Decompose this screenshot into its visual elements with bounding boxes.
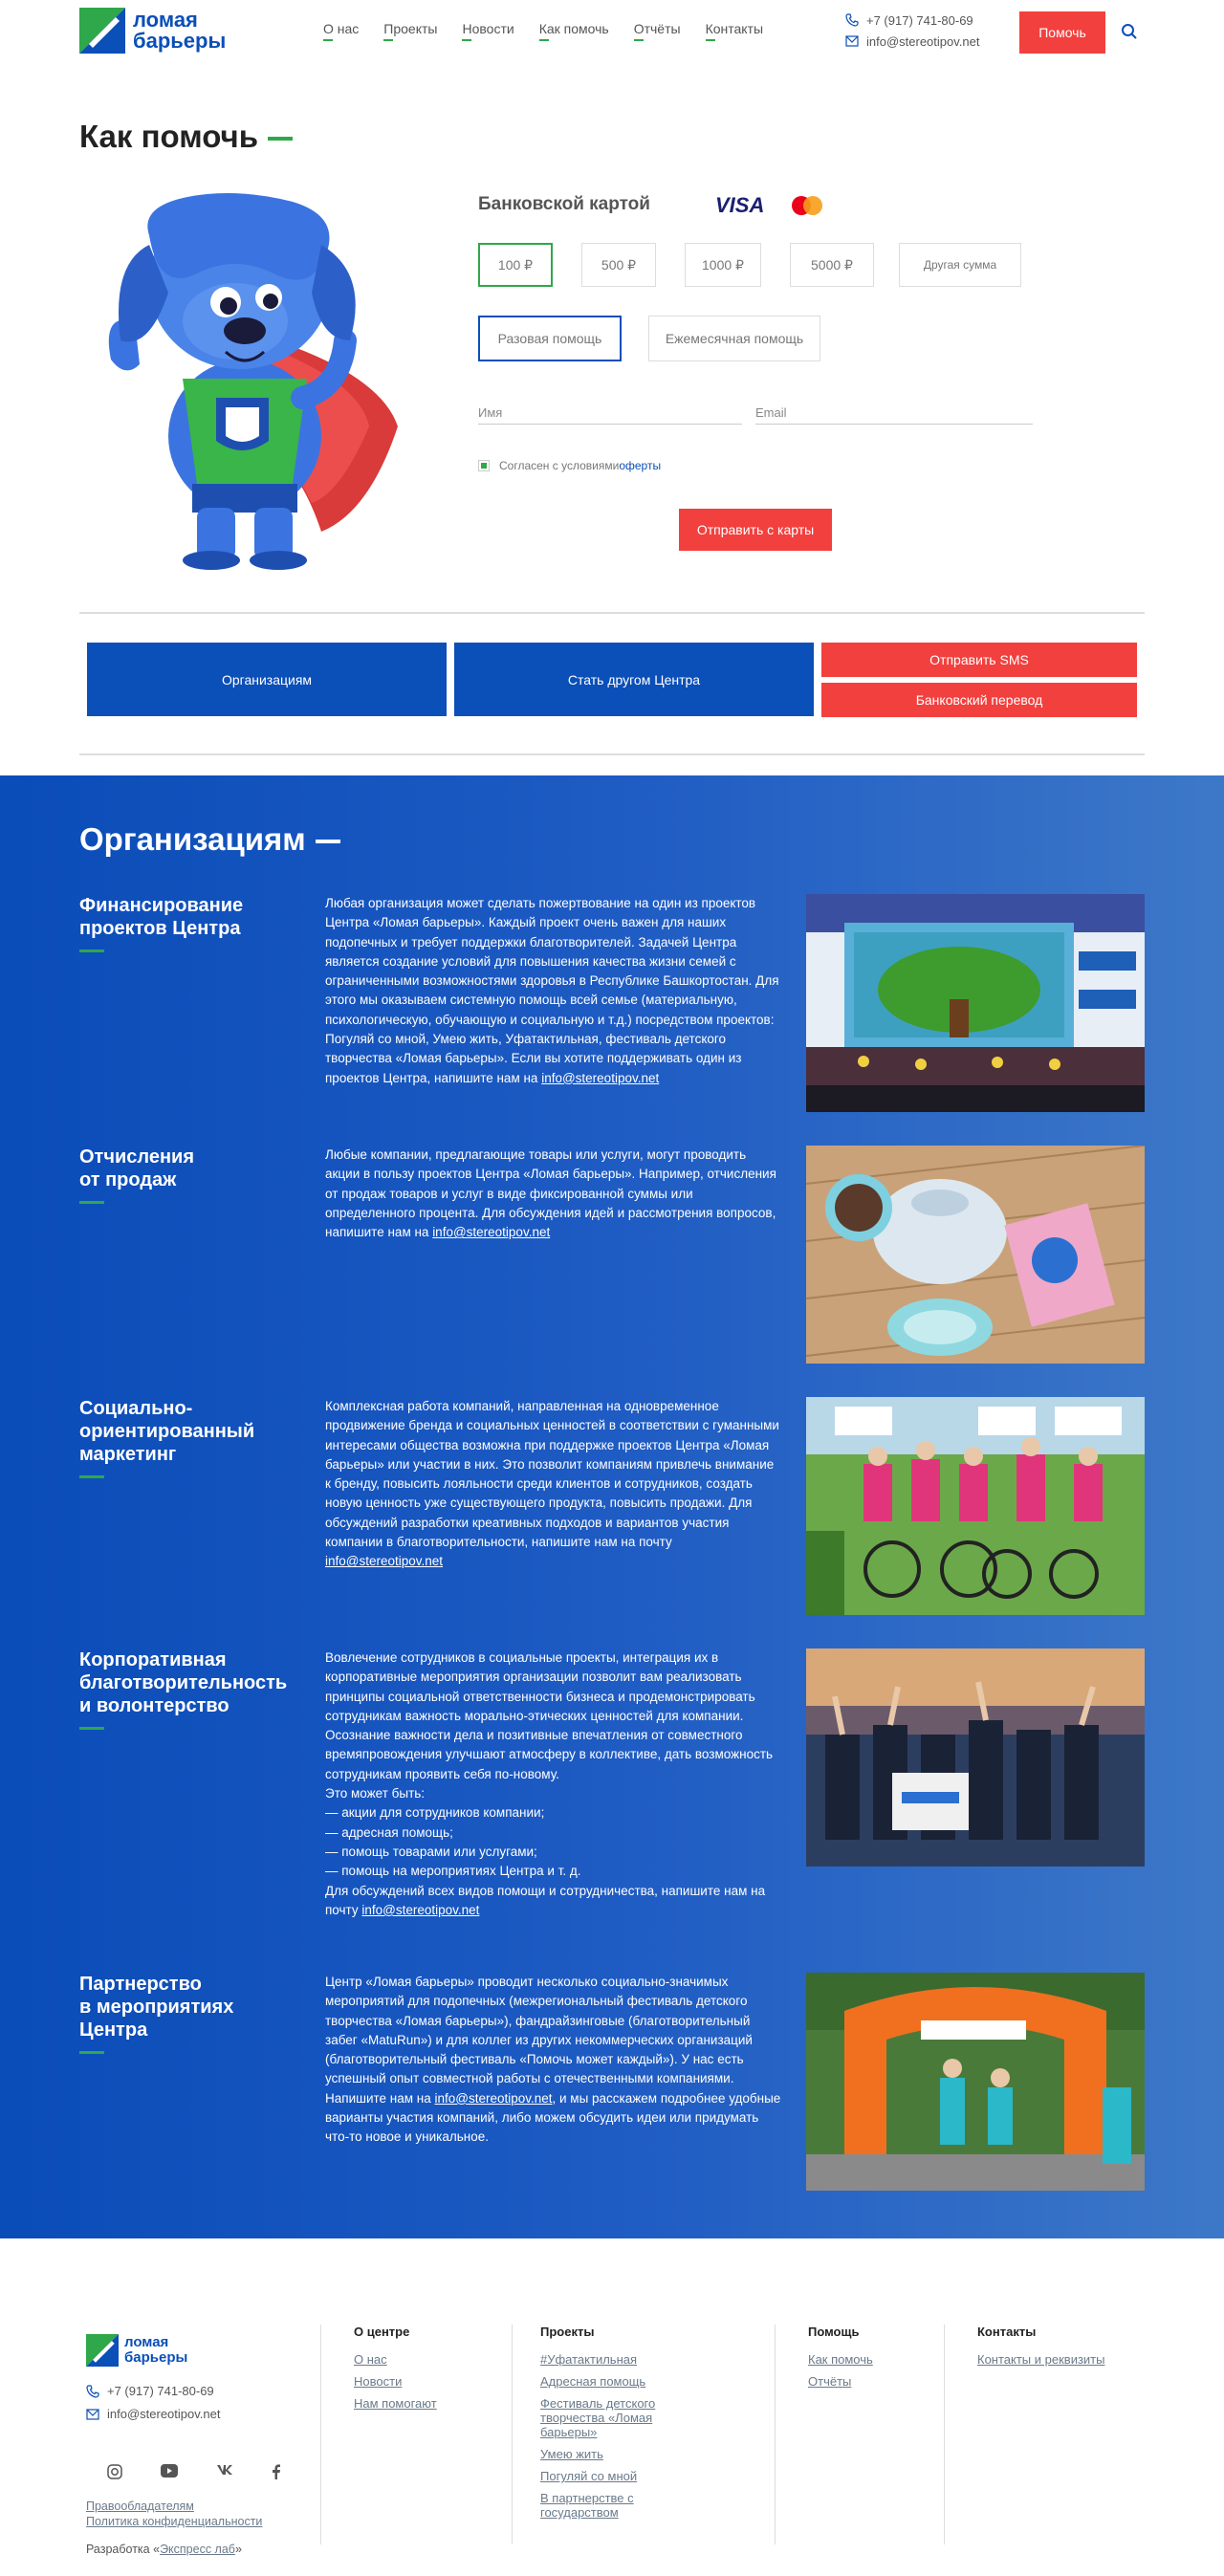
header-phone[interactable]	[845, 10, 979, 31]
nav-how-to-help[interactable]: Как помочь	[539, 21, 609, 41]
block-text: Комплексная работа компаний, направленная на одновременное продвижение бренда и социальных ценностей в соответствии с гуманными интересами общества возможна при поддержке проектов Центра «Ломая барьеры» или участии в них. Это позволит компаниям привлечь внимание к бренду, повысить лояльности среди клиентов и сотрудников, создать новую ценность уже существующего продукта, повысить продажи. Для обсуждений разработки креативных подходов и вариантов участия компании в благотворительности, напишите нам на почту info@stereotipov.net	[325, 1399, 779, 1569]
footer-link[interactable]: Нам помогают	[354, 2396, 437, 2411]
nav-news[interactable]: Новости	[462, 21, 514, 41]
youtube-icon[interactable]	[161, 2464, 178, 2478]
rightholders-link[interactable]: Правообладателям	[86, 2500, 194, 2513]
name-field[interactable]: Имя	[478, 405, 742, 425]
footer-link[interactable]: #Уфатактильная	[540, 2352, 638, 2367]
developer-link[interactable]: Экспресс лаб	[160, 2543, 235, 2556]
agree-text: Согласен с условиями	[499, 459, 620, 472]
block-title: Корпоративная благотворительность и волонтерство	[79, 1648, 299, 1730]
nav-contacts[interactable]: Контакты	[706, 21, 763, 41]
divider	[944, 2325, 945, 2544]
organizations-section	[0, 775, 1224, 2238]
mascot-dog-illustration	[82, 187, 398, 570]
footer-email[interactable]: info@stereotipov.net	[86, 2407, 220, 2421]
run-finish-arch-photo	[806, 1973, 1145, 2191]
footer-link[interactable]: Отчёты	[808, 2374, 852, 2389]
email-field[interactable]: Email	[755, 405, 1033, 425]
footer-col-title: О центре	[354, 2325, 410, 2339]
logo-mark-icon	[79, 8, 125, 54]
footer-link[interactable]: Новости	[354, 2374, 403, 2389]
mastercard-icon	[790, 195, 824, 216]
nav-reports[interactable]: Отчёты	[634, 21, 681, 41]
logo-line2: барьеры	[133, 29, 227, 53]
footer-link[interactable]: О нас	[354, 2352, 387, 2367]
divider	[512, 2325, 513, 2544]
amount-500[interactable]: 500 ₽	[581, 243, 656, 287]
block-title: Финансирование проектов Центра	[79, 894, 299, 952]
footer-col-projects	[540, 2325, 674, 2527]
footer-phone[interactable]: +7 (917) 741-80-69	[86, 2384, 214, 2398]
email-link[interactable]: info@stereotipov.net	[432, 1225, 551, 1240]
offer-link[interactable]: оферты	[619, 459, 662, 472]
block-title: Партнерство в мероприятиях Центра	[79, 1973, 299, 2054]
header-phone-text: +7 (917) 741-80-69	[866, 12, 973, 28]
help-button[interactable]: Помочь	[1019, 11, 1105, 54]
facebook-icon[interactable]	[272, 2464, 281, 2479]
footer-col-title: Помощь	[808, 2325, 860, 2339]
nav-about[interactable]: О нас	[323, 21, 359, 41]
mail-icon	[86, 2409, 99, 2420]
block-text: Центр «Ломая барьеры» проводит несколько социально-значимых мероприятий для подопечных (межрегиональный фестиваль детского творчества «Ломая барьеры»), фандрайзинговые (благотворительный забег «MatuRun») и для коллег из других некоммерческих организаций (благотворительный фестиваль «Помочь может каждый»). У нас есть успешный опыт совместной работы с отечественными компаниями. Напишите нам на info@stereotipov.net, и мы расскажем подробнее удобные варианты участия компаний, либо можем обсудить идеи или придумать что-то новое и уникальное.	[325, 1975, 781, 2145]
option-sms-button[interactable]: Отправить SMS	[821, 643, 1137, 677]
footer-logo-line1: ломая	[124, 2334, 169, 2350]
other-amount-input[interactable]: Другая сумма	[899, 243, 1021, 287]
divider	[775, 2325, 776, 2544]
instagram-icon[interactable]	[107, 2464, 122, 2479]
option-bank-transfer-button[interactable]: Банковский перевод	[821, 683, 1137, 717]
bike-event-photo	[806, 1397, 1145, 1615]
footer-link[interactable]: Умею жить	[540, 2447, 603, 2461]
logo[interactable]	[79, 8, 226, 54]
amount-1000[interactable]: 1000 ₽	[685, 243, 761, 287]
divider	[320, 2325, 321, 2544]
freq-monthly-button[interactable]: Ежемесячная помощь	[648, 316, 820, 361]
site-header	[0, 0, 1224, 63]
divider	[79, 753, 1145, 755]
phone-icon	[845, 13, 859, 27]
amount-100[interactable]: 100 ₽	[478, 243, 553, 287]
block-title: Отчисления от продаж	[79, 1146, 299, 1204]
team-sunset-photo	[806, 1648, 1145, 1867]
footer-col-about	[354, 2325, 497, 2418]
footer-col-contacts	[977, 2325, 1149, 2374]
developer-credit: Разработка «Экспресс лаб»	[86, 2543, 242, 2556]
legal-links	[86, 2499, 262, 2529]
main-nav	[323, 21, 788, 41]
block-text: Вовлечение сотрудников в социальные проекты, интеграция их в корпоративные мероприятия организации позволит вам реализовать принципы социальной ответственности бизнеса и продемонстрировать сотрудникам важность морально-этических ценностей для компании. Осознание важности дела и позитивные впечатления от совместного времяпровождения улучшают атмосферу в коллективе, дать возможность сотрудникам проявить себя по-новому. Это может быть: — акции для сотрудников компании; — адресная помощь; — помощь товарами или услугами; — помощь на мероприятиях Центра и т. д. Для обсуждений всех видов помощи и сотрудничества, напишите нам на почту info@stereotipov.net	[325, 1650, 774, 1917]
option-friend-button[interactable]: Стать другом Центра	[454, 643, 814, 716]
footer-link[interactable]: Контакты и реквизиты	[977, 2352, 1105, 2367]
footer-logo-line2: барьеры	[124, 2349, 188, 2366]
email-link[interactable]: info@stereotipov.net	[325, 1554, 444, 1569]
email-link[interactable]: info@stereotipov.net	[361, 1902, 480, 1917]
footer-link[interactable]: Фестиваль детского творчества «Ломая барьеры»	[540, 2396, 656, 2439]
privacy-policy-link[interactable]: Политика конфиденциальности	[86, 2515, 263, 2528]
page-title: Как помочь	[79, 119, 293, 155]
footer-logo[interactable]	[86, 2334, 187, 2367]
block-text: Любые компании, предлагающие товары или услуги, могут проводить акции в пользу проектов Центра «Ломая барьеры». Например, отчисления от продаж товаров и услуг в виде фиксированной суммы или определенного процента. Для обсуждения идей и рассмотрения вопросов, напишите нам на info@stereotipov.net	[325, 1147, 776, 1240]
agree-checkbox[interactable]	[478, 460, 490, 471]
pay-method-label: Банковской картой	[478, 194, 650, 214]
nav-projects[interactable]: Проекты	[383, 21, 437, 41]
logo-line1: ломая	[133, 8, 198, 32]
vk-icon[interactable]	[216, 2464, 233, 2476]
festival-stage-photo	[806, 894, 1145, 1112]
amount-5000[interactable]: 5000 ₽	[790, 243, 874, 287]
footer-col-help	[808, 2325, 932, 2396]
search-icon[interactable]	[1121, 23, 1138, 40]
visa-logo: VISA	[715, 193, 765, 217]
email-link[interactable]: info@stereotipov.net	[434, 2090, 553, 2106]
mail-icon	[845, 35, 859, 47]
header-email[interactable]	[845, 31, 979, 52]
social-links	[107, 2464, 281, 2479]
footer-link[interactable]: Адресная помощь	[540, 2374, 646, 2389]
teapot-table-photo	[806, 1146, 1145, 1364]
email-link[interactable]: info@stereotipov.net	[541, 1070, 660, 1085]
organizations-title: Организациям	[79, 821, 340, 858]
freq-once-button[interactable]: Разовая помощь	[478, 316, 622, 361]
block-title: Социально- ориентированный маркетинг	[79, 1397, 299, 1478]
divider	[79, 612, 1145, 614]
logo-mark-icon	[86, 2334, 119, 2367]
footer-link[interactable]: Погуляй со мной	[540, 2469, 638, 2483]
header-email-text: info@stereotipov.net	[866, 33, 980, 49]
option-organizations-button[interactable]: Организациям	[87, 643, 447, 716]
site-footer	[0, 2238, 1224, 2576]
offer-agreement[interactable]	[478, 459, 661, 472]
block-text: Любая организация может сделать пожертвование на один из проектов Центра «Ломая барьеры». Каждый проект очень важен для наших подопечных и требует поддержки благотворителей. Задачей Центра является создание условий для повышения качества жизни семей с ограниченными возможностями здоровья в Республике Башкортостан. Для этого мы оказываем системную помощь всей семье (материальную, психологическую, обучающую и социальную и т.д.) посредством проектов: Погуляй со мной, Умею жить, Уфатактильная, фестиваль детского творчества «Ломая барьеры». Если вы хотите поддерживать один из проектов Центра, напишите нам на info@stereotipov.net	[325, 896, 779, 1085]
phone-icon	[86, 2385, 99, 2398]
footer-col-title: Проекты	[540, 2325, 595, 2339]
header-contacts	[845, 10, 979, 52]
footer-link[interactable]: Как помочь	[808, 2352, 873, 2367]
submit-card-button[interactable]: Отправить с карты	[679, 509, 832, 551]
footer-col-title: Контакты	[977, 2325, 1037, 2339]
footer-link[interactable]: В партнерстве с государством	[540, 2491, 634, 2520]
